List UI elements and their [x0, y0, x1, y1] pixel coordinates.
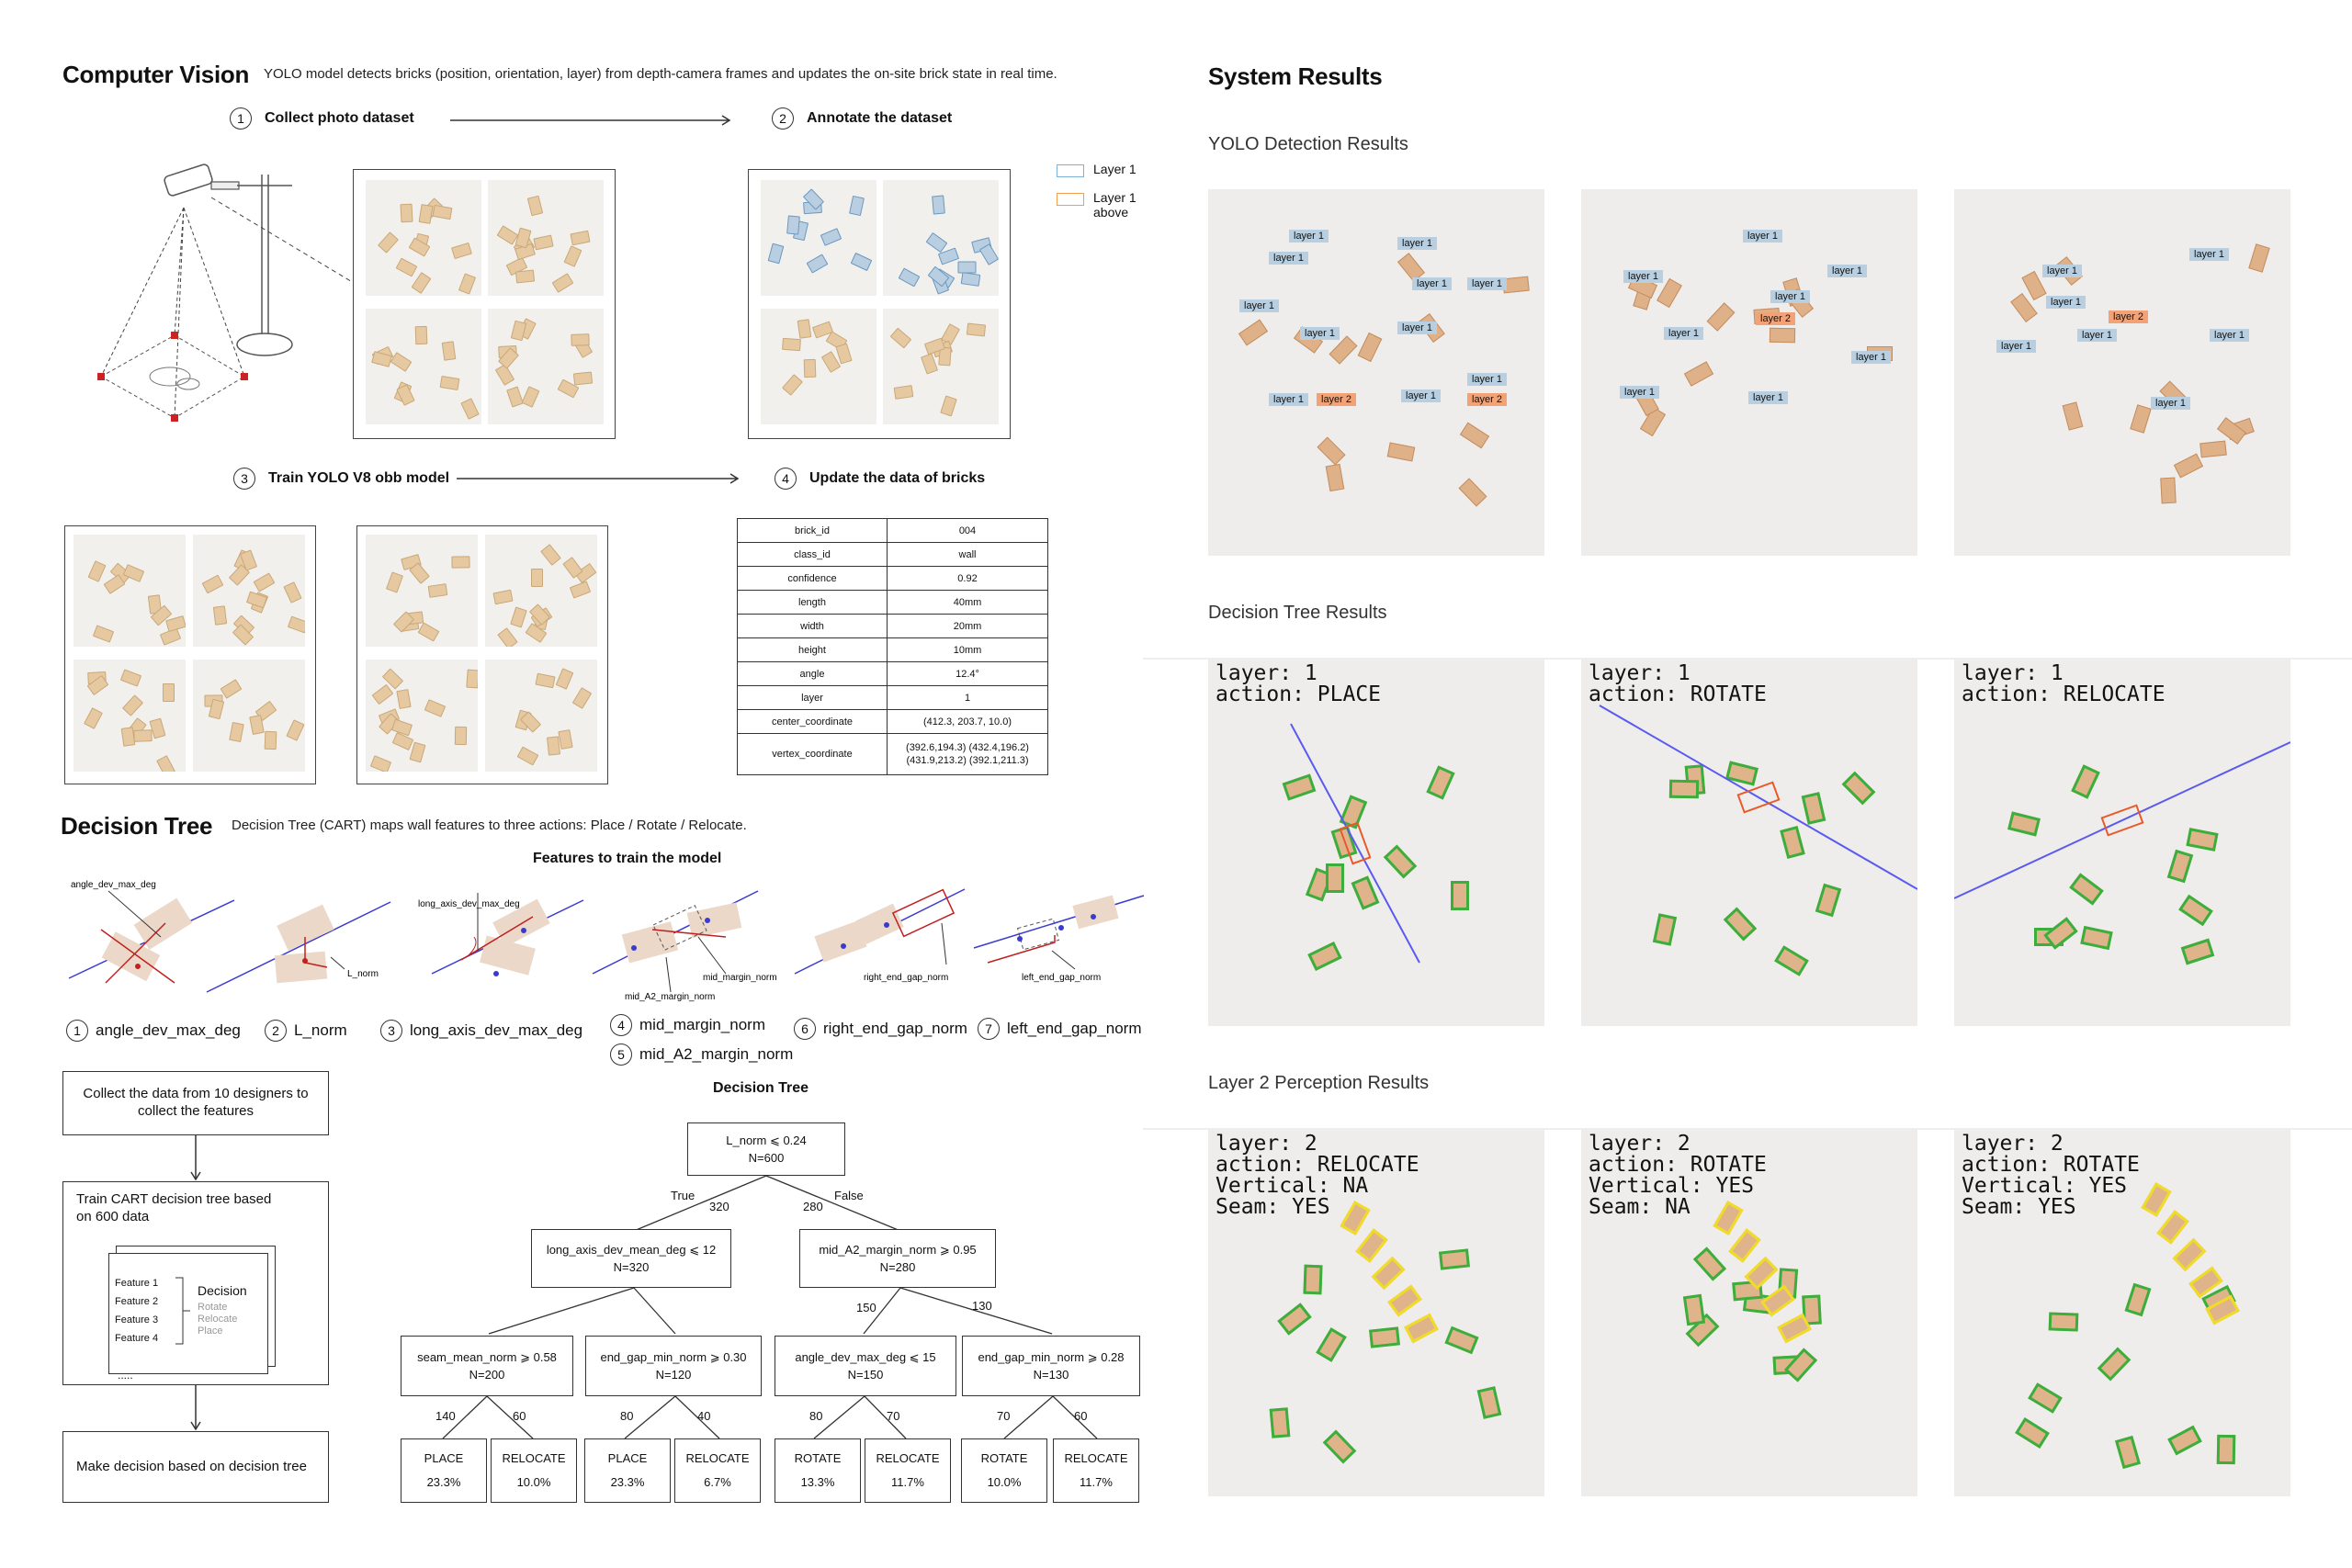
brick: [1683, 1294, 1705, 1325]
branch-130: 130: [972, 1299, 992, 1313]
brick: [1270, 1407, 1291, 1438]
step-number: 4: [775, 468, 797, 490]
branch-count: 60: [1074, 1409, 1088, 1423]
detection-tag: layer 1: [1748, 391, 1788, 404]
step-label: Annotate the dataset: [807, 110, 953, 126]
feature-5: 5 mid_A2_margin_norm: [610, 1043, 793, 1066]
detection-tag: layer 2: [1756, 312, 1795, 325]
brick-table-value: 12.4°: [888, 662, 1048, 686]
yolo-result-image: [1208, 189, 1544, 556]
layer2-result-image: [1581, 1130, 1917, 1496]
brick: [1444, 1326, 1478, 1355]
detection-tag: layer 1: [1269, 252, 1308, 265]
tree-node-endgap-1: end_gap_min_norm ⩾ 0.30 N=120: [585, 1336, 762, 1396]
detection-tag: layer 1: [2042, 265, 2082, 277]
layer2-result-image: [1208, 1130, 1544, 1496]
brick: [1387, 442, 1416, 461]
brick-table-key: width: [738, 615, 888, 638]
l2-result-overlay: layer: 2 action: ROTATE Vertical: YES Seam: YES: [1962, 1132, 2140, 1219]
detection-tag: layer 1: [1743, 230, 1782, 243]
branch-true-label: True: [671, 1189, 695, 1202]
cv-title: Computer Vision: [62, 61, 250, 88]
feature-label-rightgap: right_end_gap_norm: [864, 973, 949, 983]
step-number: 2: [772, 107, 794, 130]
brick: [1358, 333, 1383, 362]
wall-axis-line: [1208, 660, 1544, 1026]
feature-label-lnorm: L_norm: [347, 969, 379, 979]
layer2-result-image: [1954, 1130, 2290, 1496]
dt-description: Decision Tree (CART) maps wall features to three actions: Place / Rotate / Relocate.: [232, 818, 747, 833]
tree-node-angle: angle_dev_max_deg ⩽ 15 N=150: [775, 1336, 956, 1396]
legend-layer1: Layer 1: [1057, 162, 1148, 177]
brick: [2063, 401, 2084, 430]
feature-label-longaxis: long_axis_dev_max_deg: [418, 899, 520, 909]
detection-tag: layer 1: [1412, 277, 1452, 290]
detection-tag: layer 1: [1664, 327, 1703, 340]
branch-count: 80: [620, 1409, 634, 1423]
detection-tag: layer 1: [1289, 230, 1329, 243]
dt-title: Decision Tree: [61, 812, 213, 840]
brick: [2049, 1312, 2079, 1331]
detection-tag: layer 1: [1851, 351, 1891, 364]
brick: [2125, 1283, 2152, 1317]
brick: [2156, 1210, 2188, 1245]
brick: [1784, 1348, 1817, 1382]
brick: [2115, 1436, 2141, 1469]
brick-table-value: 0.92: [888, 567, 1048, 591]
brick-table-key: center_coordinate: [738, 710, 888, 734]
brick: [1387, 1285, 1422, 1317]
dt-result-overlay: layer: 1 action: ROTATE: [1589, 661, 1767, 706]
brick: [1460, 423, 1489, 449]
brick: [1770, 328, 1795, 343]
detection-tag: layer 1: [1467, 373, 1507, 386]
brick: [2200, 440, 2228, 457]
detection-tag: layer 2: [2109, 310, 2148, 323]
brick: [1503, 276, 1531, 293]
brick-table-value: 40mm: [888, 591, 1048, 615]
brick: [1304, 1265, 1323, 1295]
tree-node-endgap-2: end_gap_min_norm ⩾ 0.28 N=130: [962, 1336, 1140, 1396]
brick: [2217, 1435, 2236, 1464]
feature-6: 6 right_end_gap_norm: [794, 1018, 967, 1040]
l2-result-overlay: layer: 2 action: RELOCATE Vertical: NA Seam: YES: [1216, 1132, 1419, 1219]
brick: [2167, 1425, 2202, 1455]
brick: [1326, 464, 1345, 491]
brick-table-key: angle: [738, 662, 888, 686]
detection-tag: layer 1: [1239, 299, 1279, 312]
tree-node-mid-a2: mid_A2_margin_norm ⩾ 0.95 N=280: [799, 1229, 996, 1288]
results-title: System Results: [1208, 62, 1383, 90]
branch-count: 70: [887, 1409, 900, 1423]
detection-tag: layer 1: [2046, 296, 2086, 309]
tree-leaf-place: PLACE 23.3%: [401, 1438, 487, 1503]
brick: [2028, 1382, 2063, 1414]
step-label: Train YOLO V8 obb model: [268, 470, 450, 486]
step-label: Collect photo dataset: [265, 110, 414, 126]
feature-7: 7 left_end_gap_norm: [978, 1018, 1142, 1040]
branch-150: 150: [856, 1301, 876, 1314]
brick: [2248, 244, 2269, 273]
brick-table-value: (412.3, 203.7, 10.0): [888, 710, 1048, 734]
brick-table-value: 1: [888, 686, 1048, 710]
flow-make-decision: Make decision based on decision tree: [62, 1431, 329, 1503]
feature-label-leftgap: left_end_gap_norm: [1022, 973, 1102, 983]
legend-layer1-above: Layer 1 above: [1057, 190, 1148, 220]
feature-4: 4 mid_margin_norm: [610, 1014, 765, 1036]
brick-table-key: length: [738, 591, 888, 615]
brick: [1372, 1257, 1406, 1291]
detection-tag: layer 1: [1996, 340, 2036, 353]
dt-result-image: [1208, 660, 1544, 1026]
step-number: 3: [233, 468, 255, 490]
decision-label: Decision: [198, 1283, 247, 1298]
brick-table-value: wall: [888, 543, 1048, 567]
feature-label-mida2: mid_A2_margin_norm: [625, 992, 716, 1002]
feature-label-midmargin: mid_margin_norm: [703, 973, 777, 983]
feature-label-angle: angle_dev_max_deg: [71, 880, 156, 890]
brick: [1684, 361, 1713, 387]
detection-tag: layer 1: [1401, 389, 1441, 402]
branch-false-label: False: [834, 1189, 864, 1202]
decision-options: Rotate Relocate Place: [198, 1302, 238, 1337]
brick: [1404, 1314, 1439, 1344]
brick-table-key: layer: [738, 686, 888, 710]
cv-description: YOLO model detects bricks (position, orientation, layer) from depth-camera frames and updates the on-site brick state in real time.: [264, 66, 1057, 82]
brick: [1238, 320, 1267, 346]
brick-table-key: height: [738, 638, 888, 662]
tree-root-node: L_norm ⩽ 0.24 N=600: [687, 1122, 845, 1176]
feature-3: 3 long_axis_dev_max_deg: [380, 1020, 582, 1042]
branch-false-n: 280: [803, 1200, 823, 1213]
brick: [1459, 478, 1487, 506]
detection-tag: layer 1: [1623, 270, 1663, 283]
brick: [1439, 1249, 1470, 1270]
detection-tag: layer 2: [1317, 393, 1356, 406]
tree-leaf-rotate: ROTATE 13.3%: [775, 1438, 861, 1503]
brick: [1277, 1303, 1312, 1335]
brick: [1707, 302, 1736, 331]
detection-tag: layer 1: [1397, 237, 1437, 250]
detection-tag: layer 1: [1827, 265, 1867, 277]
brick-table-value: (392.6,194.3) (432.4,196.2) (431.9,213.2) (392.1,211.3): [888, 734, 1048, 775]
yolo-results-title: YOLO Detection Results: [1208, 134, 1408, 154]
brick: [2098, 1348, 2132, 1382]
brick: [2173, 1238, 2207, 1272]
branch-count: 80: [809, 1409, 823, 1423]
feature-2: 2 L_norm: [265, 1020, 347, 1042]
tree-leaf-place: PLACE 23.3%: [584, 1438, 671, 1503]
l2-result-overlay: layer: 2 action: ROTATE Vertical: YES Seam: NA: [1589, 1132, 1767, 1219]
step-label: Update the data of bricks: [809, 470, 986, 486]
detection-tag: layer 1: [1770, 290, 1810, 303]
detection-tag: layer 1: [1300, 327, 1340, 340]
detection-tag: layer 1: [2210, 329, 2249, 342]
tree-leaf-relocate: RELOCATE 6.7%: [674, 1438, 761, 1503]
tree-node-seam: seam_mean_norm ⩾ 0.58 N=200: [401, 1336, 573, 1396]
branch-count: 40: [697, 1409, 711, 1423]
brick-table-key: class_id: [738, 543, 888, 567]
dt-result-overlay: layer: 1 action: PLACE: [1216, 661, 1382, 706]
brick: [2174, 453, 2203, 478]
detection-tag: layer 1: [1467, 277, 1507, 290]
tree-leaf-rotate: ROTATE 10.0%: [961, 1438, 1047, 1503]
tree-leaf-relocate: RELOCATE 10.0%: [491, 1438, 577, 1503]
tree-leaf-relocate: RELOCATE 11.7%: [865, 1438, 951, 1503]
dt-results-title: Decision Tree Results: [1208, 603, 1387, 623]
brick-table-value: 004: [888, 519, 1048, 543]
brick-table-key: vertex_coordinate: [738, 734, 888, 775]
detection-tag: layer 1: [2077, 329, 2117, 342]
feature-card-list: Feature 1 Feature 2 Feature 3 Feature 4: [115, 1278, 159, 1344]
l2-results-title: Layer 2 Perception Results: [1208, 1073, 1430, 1093]
dt-result-image: [1954, 660, 2290, 1026]
tree-edges: [0, 0, 1158, 1568]
feature-1: 1 angle_dev_max_deg: [66, 1020, 241, 1042]
brick: [1476, 1387, 1501, 1420]
brick: [2015, 1417, 2050, 1449]
brick: [1317, 436, 1345, 465]
brick: [1323, 1430, 1357, 1464]
branch-count: 60: [513, 1409, 526, 1423]
feature-ellipsis: .....: [118, 1369, 133, 1382]
tree-node-long-axis: long_axis_dev_mean_deg ⩽ 12 N=320: [531, 1229, 731, 1288]
detection-tag: layer 1: [2151, 397, 2190, 410]
branch-true-n: 320: [709, 1200, 729, 1213]
yolo-result-image: [1581, 189, 1917, 556]
step-number: 1: [230, 107, 252, 130]
dt-result-overlay: layer: 1 action: RELOCATE: [1962, 661, 2165, 706]
brick: [2160, 478, 2176, 504]
yolo-result-image: [1954, 189, 2290, 556]
detection-tag: layer 1: [2189, 248, 2229, 261]
detection-tag: layer 1: [1269, 393, 1308, 406]
detection-tag: layer 1: [1620, 386, 1659, 399]
branch-count: 140: [435, 1409, 456, 1423]
flow-train-text: Train CART decision tree based on 600 data: [76, 1191, 272, 1224]
tree-title: Decision Tree: [713, 1080, 809, 1096]
brick: [1693, 1247, 1726, 1281]
tree-leaf-relocate: RELOCATE 11.7%: [1053, 1438, 1139, 1503]
detection-tag: layer 2: [1467, 393, 1507, 406]
brick: [1355, 1228, 1387, 1263]
dt-result-image: [1581, 660, 1917, 1026]
wall-axis-line: [1954, 660, 2290, 1026]
wall-axis-line: [1581, 660, 1917, 1026]
flow-collect-data: Collect the data from 10 designers to collect the features: [62, 1071, 329, 1135]
features-title: Features to train the model: [533, 851, 722, 866]
brick: [2131, 404, 2152, 433]
brick: [1369, 1327, 1400, 1348]
brick: [1728, 1228, 1760, 1263]
brick-table-value: 10mm: [888, 638, 1048, 662]
brick-table-key: confidence: [738, 567, 888, 591]
brick: [2141, 1182, 2171, 1217]
brick-table-key: brick_id: [738, 519, 888, 543]
branch-count: 70: [997, 1409, 1011, 1423]
brick-table-value: 20mm: [888, 615, 1048, 638]
detection-tag: layer 1: [1397, 321, 1437, 334]
brick: [1316, 1327, 1347, 1362]
